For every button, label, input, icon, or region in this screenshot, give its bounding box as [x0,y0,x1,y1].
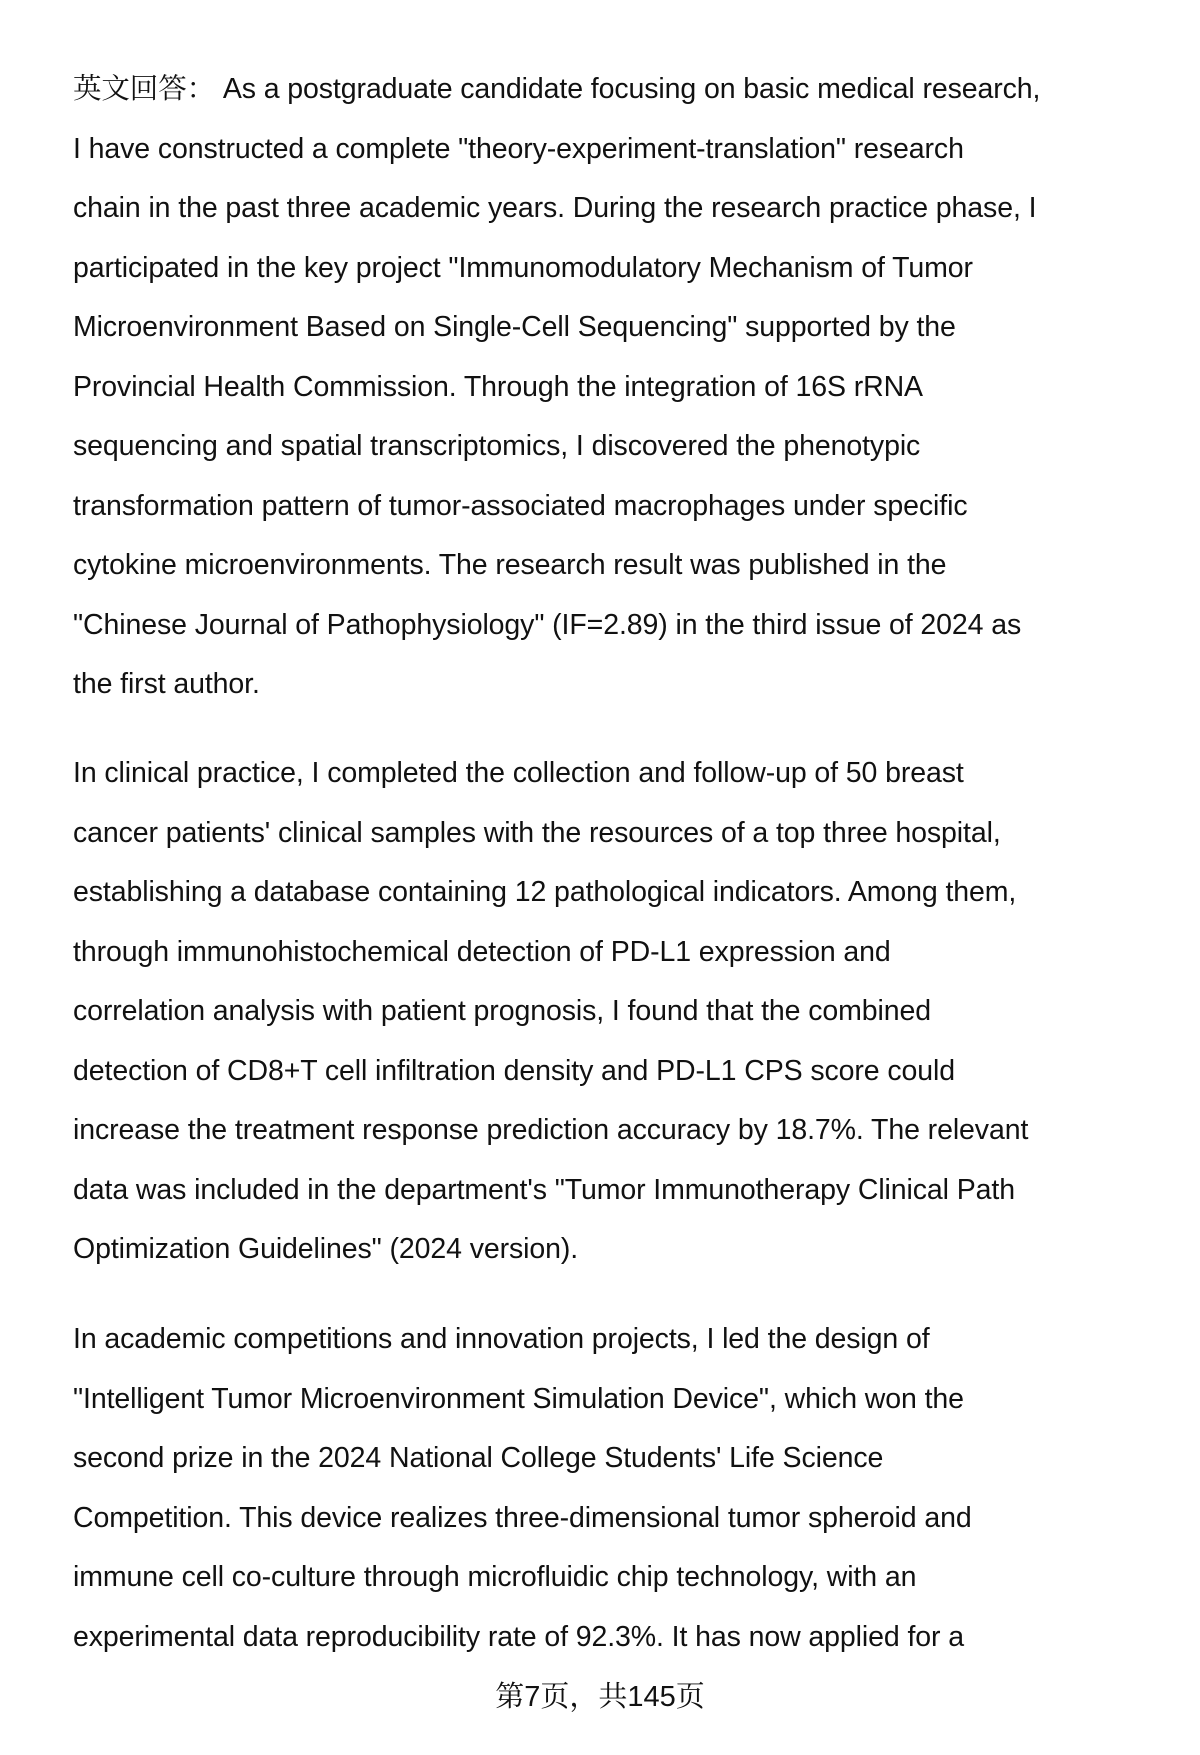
text-line: data was included in the department's "Tumor Immunotherapy Clinical Path [73,1173,1015,1206]
text-line: Optimization Guidelines" (2024 version). [73,1233,579,1265]
text-line: immune cell co-culture through microfluidic chip technology, with an [73,1561,917,1593]
text-line: cancer patients' clinical samples with the resources of a top three hospital, [73,816,1001,849]
text-line: Microenvironment Based on Single-Cell Sequencing" supported by the [73,311,956,343]
text-line: 英文回答： As a postgraduate candidate focusing on basic medical research, [73,73,1041,105]
text-line: transformation pattern of tumor-associated macrophages under specific [73,489,968,522]
text-line: correlation analysis with patient prognosis, I found that the combined [73,995,932,1027]
text-line: experimental data reproducibility rate of 92.3%. It has now applied for a [73,1620,964,1653]
text-line: cytokine microenvironments. The research result was published in the [73,549,947,581]
page-number: 第7页，共145页 [495,1681,705,1713]
text-line: detection of CD8+T cell infiltration density and PD-L1 CPS score could [73,1054,955,1087]
text-line: "Intelligent Tumor Microenvironment Simulation Device", which won the [73,1382,964,1415]
text-line: through immunohistochemical detection of PD-L1 expression and [73,935,891,968]
text-line: Provincial Health Commission. Through the integration of 16S rRNA [73,370,923,403]
text-line: chain in the past three academic years. During the research practice phase, I [73,192,1037,224]
text-line: In clinical practice, I completed the collection and follow-up of 50 breast [73,757,964,789]
text-line: I have constructed a complete "theory-experiment-translation" research [73,132,964,165]
text-line: In academic competitions and innovation projects, I led the design of [73,1323,930,1355]
text-line: "Chinese Journal of Pathophysiology" (IF=2.89) in the third issue of 2024 as [73,608,1022,641]
text-line: increase the treatment response prediction accuracy by 18.7%. The relevant [73,1114,1029,1146]
text-line: the first author. [73,668,260,700]
text-line: establishing a database containing 12 pathological indicators. Among them, [73,876,1017,908]
text-line: participated in the key project "Immunomodulatory Mechanism of Tumor [73,251,973,284]
text-line: sequencing and spatial transcriptomics, I discovered the phenotypic [73,430,921,462]
text-line: second prize in the 2024 National College Students' Life Science [73,1442,884,1474]
text-line: Competition. This device realizes three-dimensional tumor spheroid and [73,1501,972,1534]
